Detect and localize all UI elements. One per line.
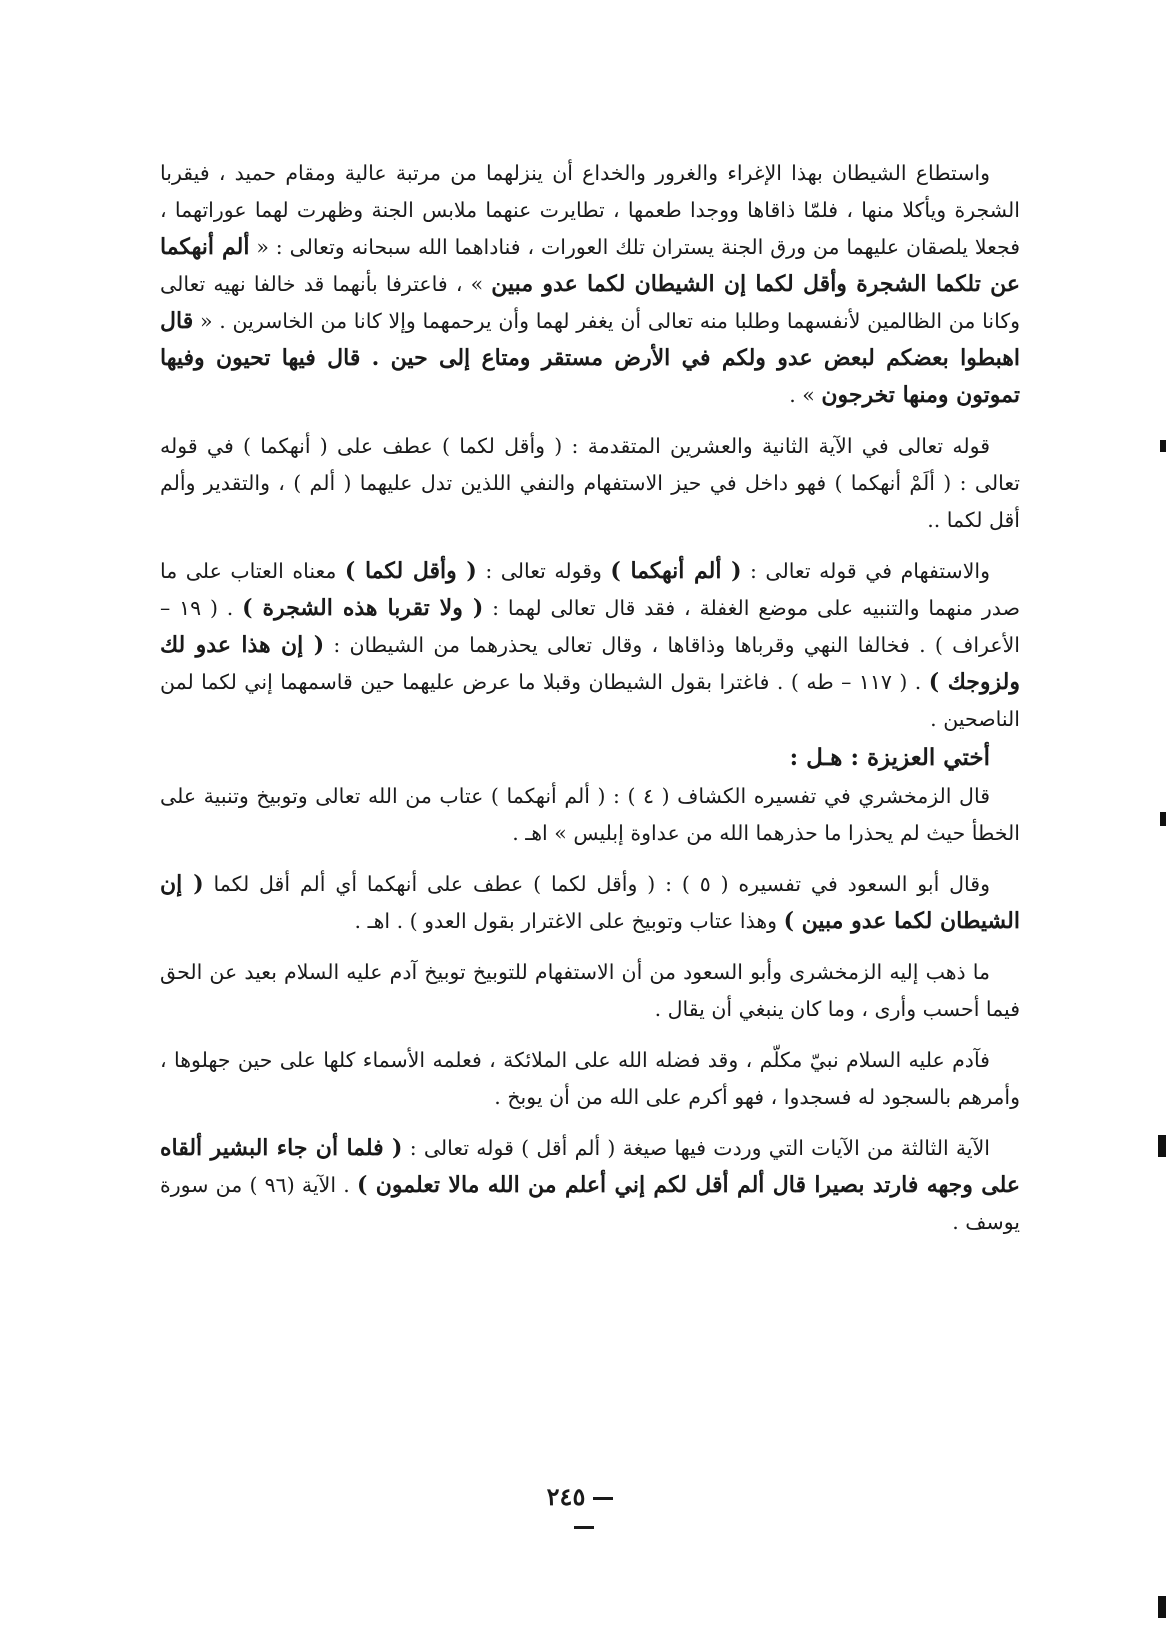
text-segment: . ( ١٩ – الأعراف ) . فخالفا النهي وقرباها وذاقاها ، وقال تعالى يحذرهما من الشيطان : — [160, 596, 1020, 657]
text-segment: قال الزمخشري في تفسيره الكشاف ( ٤ ) : ( ألم أنهكما ) عتاب من الله تعالى وتوبيخ وتنبية على الخطأ حيث لم يحذرا ما حذرهما الله من عداوة إبليس » اهـ . — [160, 784, 1020, 845]
text-segment: » ، فاعترفا بأنهما قد خالفا نهيه تعالى وكانا من الظالمين لأنفسهما وطلبا منه تعالى أن يغفر لهما وأن يرحمهما وإلا كانا من الخاسرين . « — [160, 272, 1020, 333]
scan-edge-mark — [1158, 1135, 1166, 1157]
paragraph-1 — [160, 155, 1020, 414]
text-segment: واستطاع الشيطان بهذا الإغراء والغرور والخداع أن ينزلهما من مرتبة عالية ومقام حميد ، فيقربا الشجرة ويأكلا منها ، فلمّا ذاقاها ووجدا طعمها ، تطايرت عنهما ملابس الجنة وظهرت لهما عوراتهما ، فجعلا يلصقان عليهما من ورق الجنة يستران تلك العورات ، فناداهما الله سبحانه وتعالى : « — [160, 161, 1020, 259]
page-number-dash — [574, 1526, 594, 1529]
text-segment: ما ذهب إليه الزمخشرى وأبو السعود من أن الاستفهام للتوبيخ توبيخ آدم عليه السلام بعيد عن الحق فيما أحسب وأرى ، وما كان ينبغي أن يقال . — [160, 960, 1020, 1021]
quran-quote: ألم أنهكما عن تلكما الشجرة وأقل لكما إن الشيطان لكما عدو مبين — [160, 234, 1020, 297]
text-segment: الآية الثالثة من الآيات التي وردت فيها صيغة ( ألم أقل ) قوله تعالى : — [402, 1136, 990, 1160]
quran-quote: ( فلما أن جاء البشير ألقاه على وجهه فارتد بصيرا قال ألم أقل لكم إني أعلم من الله مالا تعلمون ) — [160, 1135, 1020, 1198]
quran-quote: ( إن الشيطان لكما عدو مبين ) — [160, 871, 1020, 934]
text-segment: معناه العتاب على ما صدر منهما والتنبيه على موضع الغفلة ، فقد قال تعالى لهما : — [160, 559, 1020, 620]
page-number-value: ٢٤٥ — [546, 1482, 586, 1511]
paragraph-6 — [160, 954, 1020, 1028]
text-segment: قوله تعالى في الآية الثانية والعشرين المتقدمة : ( وأقل لكما ) عطف على ( أنهكما ) في قوله تعالى : ( ألَمْ أنهكما ) فهو داخل في حيز الاستفهام والنفي اللذين تدل عليهما ( ألم ) ، والتقدير وألم أقل لكما .. — [160, 434, 1020, 532]
paragraph-2 — [160, 428, 1020, 539]
quran-quote: ( ولا تقربا هذه الشجرة ) — [242, 595, 484, 621]
paragraph-8 — [160, 1130, 1020, 1241]
scan-edge-mark — [1160, 812, 1166, 826]
quran-quote: ( ألم أنهكما ) — [610, 558, 742, 584]
text-segment: » . — [789, 383, 822, 407]
paragraph-4 — [160, 778, 1020, 852]
quran-quote: ( إن هذا عدو لك ولزوجك ) — [160, 632, 1020, 695]
scan-edge-mark — [1158, 1596, 1166, 1618]
paragraph-3 — [160, 553, 1020, 738]
text-segment: وقوله تعالى : — [476, 559, 611, 583]
text-segment: . ( ١١٧ – طه ) . فاغترا بقول الشيطان وقبلا ما عرض عليهما حين قاسمهما إني لكما لمن الناصحين . — [160, 670, 1020, 731]
section-heading: أختي العزيزة : هـل : — [789, 744, 990, 771]
paragraph-5 — [160, 866, 1020, 940]
quran-quote: قال اهبطوا بعضكم لبعض عدو ولكم في الأرض مستقر ومتاع إلى حين . قال فيها تحيون وفيها تموتون ومنها تخرجون — [160, 308, 1020, 408]
page-number-dash — [593, 1497, 613, 1500]
text-segment: والاستفهام في قوله تعالى : — [741, 559, 990, 583]
text-segment: وهذا عتاب وتوبيخ على الاغترار بقول العدو ) . اهـ . — [354, 909, 784, 933]
paragraph-7 — [160, 1042, 1020, 1116]
page-number — [534, 1482, 634, 1540]
text-segment: فآدم عليه السلام نبيّ مكلّم ، وقد فضله الله على الملائكة ، فعلمه الأسماء كلها على حين جهلوها ، وأمرهم بالسجود له فسجدوا ، فهو أكرم على الله من أن يوبخ . — [160, 1048, 1020, 1109]
text-segment: . الآية (٩٦ ) من سورة يوسف . — [160, 1173, 1020, 1234]
scan-edge-mark — [1160, 440, 1166, 452]
page-body — [160, 155, 1020, 1241]
quran-quote: ( وأقل لكما ) — [344, 558, 477, 584]
text-segment: وقال أبو السعود في تفسيره ( ٥ ) : ( وأقل لكما ) عطف على أنهكما أي ألم أقل لكما — [203, 872, 990, 896]
